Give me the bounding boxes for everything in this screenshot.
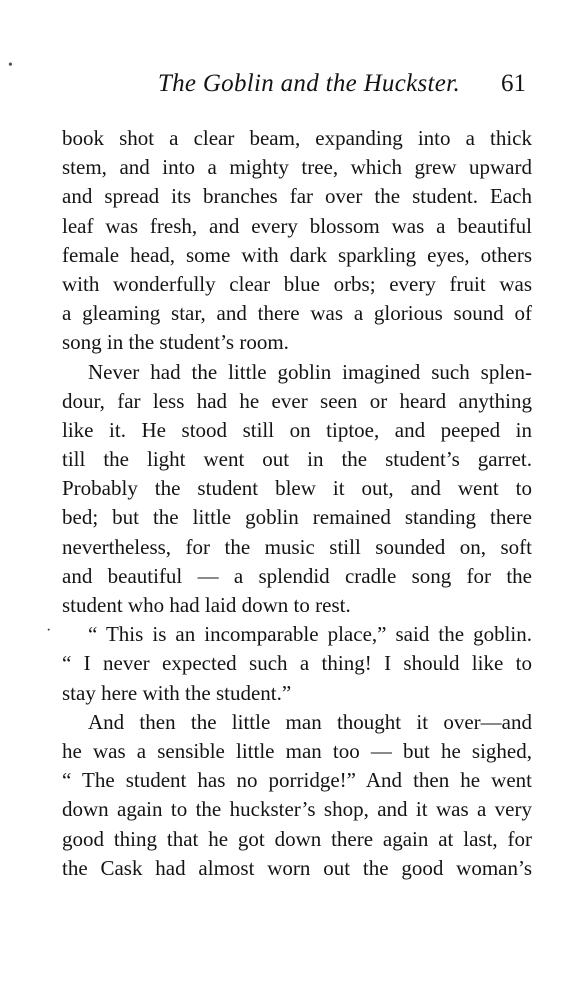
body-text xyxy=(62,124,532,883)
text-line: stem, and into a mighty tree, which grew upward xyxy=(62,155,532,180)
text-line: Probably the student blew it out, and went to xyxy=(62,476,532,501)
text-line: good thing that he got down there again at last, for xyxy=(62,826,532,851)
page-number: 61 xyxy=(501,70,526,97)
text-line: down again to the huckster’s shop, and it was a very xyxy=(62,797,532,822)
text-line: like it. He stood still on tiptoe, and peeped in xyxy=(62,417,532,442)
text-line: the Cask had almost worn out the good woman’s xyxy=(62,855,532,880)
margin-dot: · xyxy=(46,622,52,639)
text-line: a gleaming star, and there was a glorious sound of xyxy=(62,301,532,326)
text-line: stay here with the student.” xyxy=(62,680,292,705)
text-line: book shot a clear beam, expanding into a thick xyxy=(62,126,532,150)
running-title: The Goblin and the Huckster. xyxy=(157,70,460,97)
text-line: till the light went out in the student’s garret. xyxy=(62,447,532,472)
text-line: song in the student’s room. xyxy=(62,330,289,355)
text-line: “ The student has no porridge!” And then he went xyxy=(62,768,532,793)
text-line: bed; but the little goblin remained standing there xyxy=(62,505,532,530)
text-line: and spread its branches far over the student. Each xyxy=(62,184,532,209)
text-line: “ This is an incomparable place,” said the goblin. xyxy=(88,622,532,647)
page-speck: • xyxy=(8,58,13,73)
running-head xyxy=(62,70,532,104)
text-line: student who had laid down to rest. xyxy=(62,593,351,617)
text-line: with wonderfully clear blue orbs; every fruit was xyxy=(62,271,532,296)
text-line: he was a sensible little man too — but he sighed, xyxy=(62,738,532,763)
text-line: nevertheless, for the music still sounded on, soft xyxy=(62,534,532,559)
text-line: female head, some with dark sparkling eyes, others xyxy=(62,242,532,267)
text-line: and beautiful — a splendid cradle song for the xyxy=(62,563,532,588)
text-line: And then the little man thought it over—and xyxy=(88,709,532,734)
text-line: Never had the little goblin imagined such splen- xyxy=(88,359,532,384)
text-line: leaf was fresh, and every blossom was a beautiful xyxy=(62,213,532,238)
text-line: dour, far less had he ever seen or heard anything xyxy=(62,388,532,413)
text-line: “ I never expected such a thing! I should like to xyxy=(62,651,532,676)
